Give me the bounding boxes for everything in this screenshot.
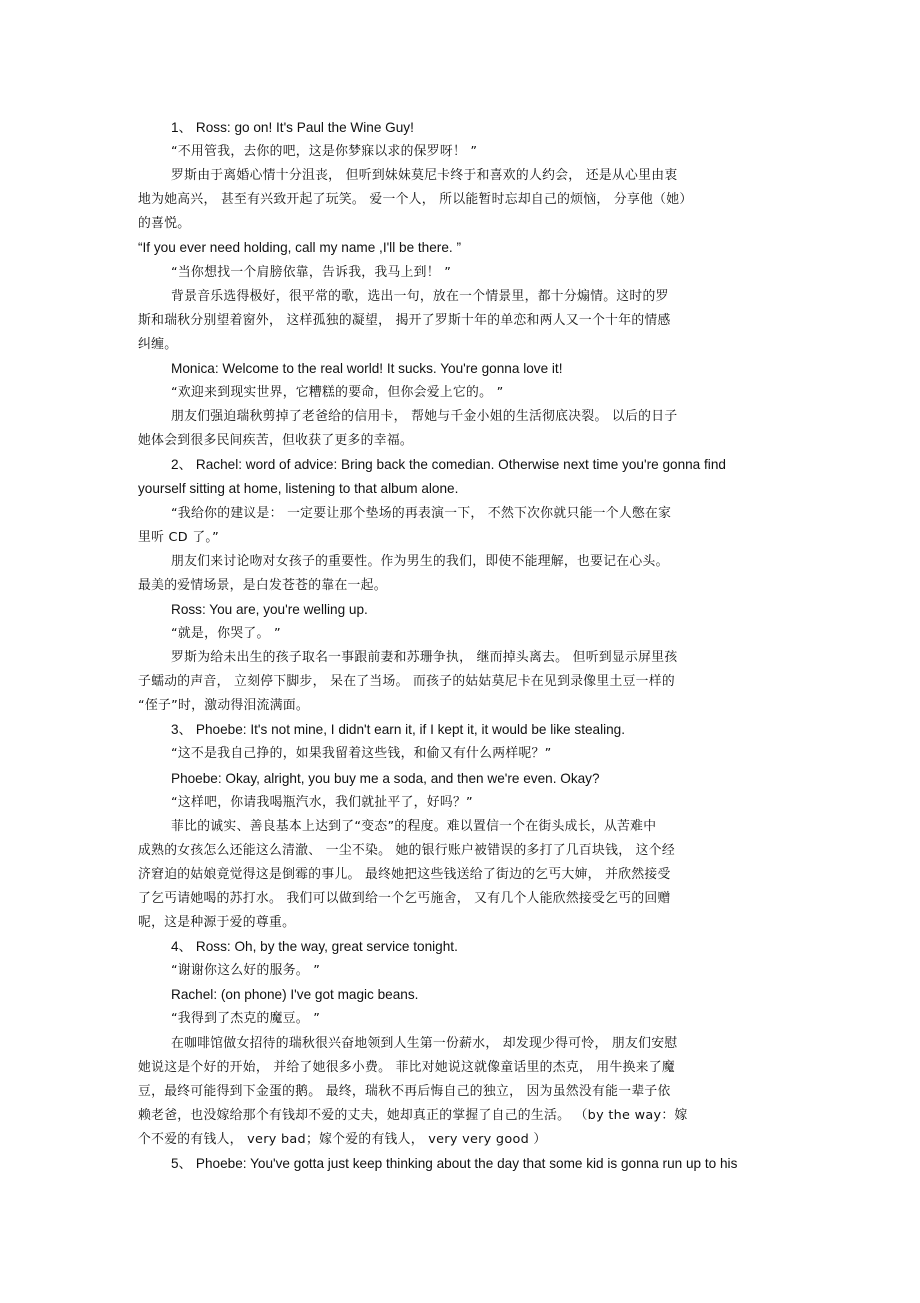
text-line: 纠缠。 (138, 336, 178, 352)
text-line: Ross: You are, you're welling up. (171, 601, 368, 617)
text-line: 背景音乐选得极好，很平常的歌，选出一句，放在一个情景里，都十分煽情。这时的罗 (171, 288, 669, 304)
document-page (138, 116, 783, 1176)
text-line: “谢谢你这么好的服务。 ” (171, 963, 321, 979)
text-line: 在咖啡馆做女招待的瑞秋很兴奋地领到人生第一份薪水， 却发现少得可怜， 朋友们安慰 (171, 1035, 678, 1051)
text-line: “当你想找一个肩膀依靠，告诉我，我马上到！ ” (171, 264, 452, 280)
text-line: Rachel: (on phone) I've got magic beans. (171, 987, 419, 1003)
text-line: 斯和瑞秋分别望着窗外， 这样孤独的凝望， 揭开了罗斯十年的单恋和两人又一个十年的情感 (138, 312, 671, 328)
text-line: 济窘迫的姑娘竟觉得这是倒霉的事儿。 最终她把这些钱送给了街边的乞丐大婶， 并欣然接受 (138, 866, 671, 882)
text-line: 菲比的诚实、善良基本上达到了“变态”的程度。难以置信一个在街头成长，从苦难中 (171, 818, 657, 834)
text-line: 成熟的女孩怎么还能这么清澈、 一尘不染。 她的银行账户被错误的多打了几百块钱， 这个经 (138, 842, 675, 858)
text-line: 2、 Rachel: word of advice: Bring back the comedian. Otherwise next time you're gonna find (171, 457, 726, 473)
text-line: 的喜悦。 (138, 216, 191, 232)
text-line: Monica: Welcome to the real world! It sucks. You're gonna love it! (171, 360, 563, 376)
text-line: 朋友们强迫瑞秋剪掉了老爸给的信用卡， 帮她与千金小姐的生活彻底决裂。 以后的日子 (171, 409, 678, 425)
text-line: “侄子”时，激动得泪流满面。 (138, 698, 310, 714)
text-line: 豆，最终可能得到下金蛋的鹅。 最终，瑞秋不再后悔自己的独立， 因为虽然没有能一辈子依 (138, 1083, 671, 1099)
text-line: “欢迎来到现实世界，它糟糕的要命，但你会爱上它的。 ” (171, 385, 504, 401)
text-line: 了乞丐请她喝的苏打水。 我们可以做到给一个乞丐施舍， 又有几个人能欣然接受乞丐的回赠 (138, 891, 671, 906)
text-line: 罗斯由于离婚心情十分沮丧， 但听到妹妹莫尼卡终于和喜欢的人约会， 还是从心里由衷 (171, 168, 678, 184)
text-line: “这样吧，你请我喝瓶汽水，我们就扯平了，好吗？” (171, 794, 473, 810)
text-line: 赖老爸，也没嫁给那个有钱却不爱的丈夫，她却真正的掌握了自己的生活。 （by the way：嫁 (138, 1107, 688, 1123)
text-line: “我得到了杰克的魔豆。 ” (171, 1011, 321, 1027)
text-line: 5、 Phoebe: You've gotta just keep thinking about the day that some kid is gonna run up to his (171, 1156, 738, 1172)
text-line: 最美的爱情场景，是白发苍苍的靠在一起。 (138, 577, 387, 593)
text-line: 她体会到很多民间疾苦，但收获了更多的幸福。 (138, 433, 414, 449)
text-line: 朋友们来讨论吻对女孩子的重要性。作为男生的我们，即使不能理解，也要记在心头。 (171, 553, 669, 569)
text-line: 3、 Phoebe: It's not mine, I didn't earn it, if I kept it, it would be like stealing. (171, 722, 626, 738)
text-line: 1、 Ross: go on! It's Paul the Wine Guy! (171, 120, 414, 135)
text-line: “不用管我，去你的吧，这是你梦寐以求的保罗呀！ ” (171, 144, 478, 160)
text-line: 4、 Ross: Oh, by the way, great service tonight. (171, 939, 458, 955)
text-line: 呢，这是种源于爱的尊重。 (138, 915, 296, 931)
text-line: 她说这是个好的开始， 并给了她很多小费。 菲比对她说这就像童话里的杰克， 用牛换来了魔 (138, 1059, 675, 1075)
text-line: “If you ever need holding, call my name ,I'll be there. ” (138, 240, 461, 256)
text-line: 地为她高兴， 甚至有兴致开起了玩笑。 爱一个人， 所以能暂时忘却自己的烦恼， 分享他（她） (138, 192, 693, 208)
text-line: 子蠕动的声音， 立刻停下脚步， 呆在了当场。 而孩子的姑姑莫尼卡在见到录像里土豆一样的 (138, 674, 675, 690)
text-line: Phoebe: Okay, alright, you buy me a soda, and then we're even. Okay? (171, 770, 600, 786)
text-line: 里听 CD 了。” (138, 529, 220, 545)
text-line: 罗斯为给未出生的孩子取名一事跟前妻和苏珊争执， 继而掉头离去。 但听到显示屏里孩 (171, 650, 678, 666)
text-line: “这不是我自己挣的，如果我留着这些钱，和偷又有什么两样呢？” (171, 746, 552, 762)
text-line: “就是，你哭了。 ” (171, 625, 281, 641)
text-line: 个不爱的有钱人， very bad；嫁个爱的有钱人， very very good ） (138, 1131, 547, 1147)
text-line: “我给你的建议是： 一定要让那个垫场的再表演一下， 不然下次你就只能一个人憋在家 (171, 505, 672, 521)
text-line: yourself sitting at home, listening to that album alone. (138, 481, 459, 497)
